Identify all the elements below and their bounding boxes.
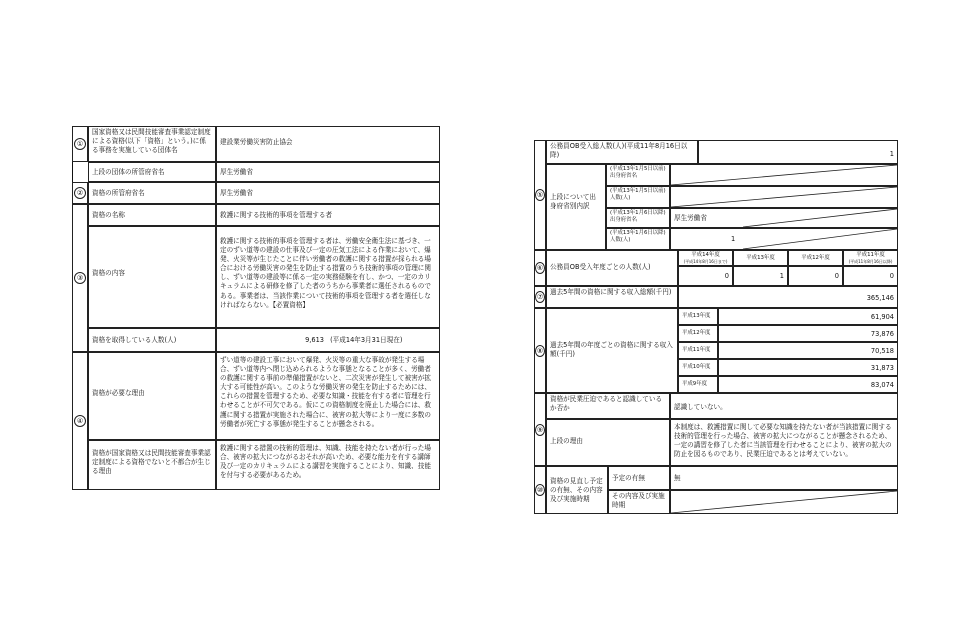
ob-post-count-value: 1 (731, 235, 736, 243)
ob-pre-count-label: (平成13年1月5日以前)人数(人) (606, 186, 670, 208)
ob-year-label: 平成13年度 (746, 255, 775, 261)
row-number-3: ③ (72, 204, 88, 352)
income-year-label: 平成11年度 (678, 342, 718, 359)
need-reason-label: 資格が必要な理由 (88, 352, 216, 440)
ob-yearly-label: 公務員OB受入年度ごとの人数(人) (546, 250, 678, 286)
holder-count-value-cell (216, 328, 440, 352)
row-number-10: ⑩ (534, 466, 546, 514)
org-name-value: 建設業労働災害防止協会 (216, 126, 440, 162)
left-form-page (72, 126, 440, 490)
competition-question-value: 認識していない。 (670, 393, 898, 419)
income-year-label: 平成9年度 (678, 376, 718, 393)
row-number-7: ⑦ (534, 286, 546, 308)
ob-post-count-label: (平成13年1月6日以降)人数(人) (606, 228, 670, 250)
license-content-value: 救護に関する技術的事項を管理する者は、労働安全衛生法に基づき、一定のずい道等の建設の仕事及び一定の圧気工法による作業において、爆発、火災等が生じたことに伴い労働者の救護に関する措置が採られる場合における労働災害の発生を防止する措置のうち技術的事項の管理に関し、ずい道等の建設等に係る一定の実務経験を有し、かつ、一定のカリキュラムによる研修を修了した者のうちから事業者に選任されるものである。事業者は、当該作業について技術的事項を管理する者を選任しなければならない。【必置資格】 (216, 226, 440, 328)
license-ministry-label: 資格の所管府省名 (88, 182, 216, 204)
income-total-label: 過去5年間の資格に関する収入総額(千円) (546, 286, 678, 308)
holder-count-label: 資格を取得している人数(人) (88, 328, 216, 352)
row-number-6: ⑥ (534, 250, 546, 286)
review-plan-exists-label: 予定の有無 (608, 466, 670, 490)
income-year-value: 61,904 (718, 308, 898, 325)
ob-total-value: 1 (698, 140, 898, 164)
row-number-5: ⑤ (534, 140, 546, 250)
ob-year-label: 平成12年度 (801, 255, 830, 261)
ob-year-value: 0 (788, 266, 843, 286)
ob-post-ministry-value-cell (670, 208, 898, 228)
income-year-label: 平成12年度 (678, 325, 718, 342)
ob-year-label: 平成14年度 (691, 252, 720, 258)
ob-year-label: 平成11年度 (856, 252, 885, 258)
empty-diagonal (671, 165, 897, 185)
license-name-value: 救護に関する技術的事項を管理する者 (216, 204, 440, 226)
competition-reason-label: 上段の理由 (546, 419, 670, 466)
ob-year-header (678, 250, 733, 266)
license-content-label: 資格の内容 (88, 226, 216, 328)
review-plan-exists-value: 無 (670, 466, 898, 490)
ob-year-header (788, 250, 843, 266)
income-year-value: 73,876 (718, 325, 898, 342)
national-reason-label: 資格が国家資格又は民間技能審査事業認定制度による資格でないと不都合が生じる理由 (88, 440, 216, 490)
empty-diagonal (671, 491, 897, 513)
ob-breakdown-label: 上段について出身府省別内訳 (546, 164, 606, 250)
income-total-value: 365,146 (678, 286, 898, 308)
ob-pre-ministry-value (670, 164, 898, 186)
org-ministry-label: 上段の団体の所管府省名 (88, 162, 216, 182)
ob-year-header (733, 250, 788, 266)
empty-diagonal (743, 229, 897, 249)
income-year-label: 平成10年度 (678, 359, 718, 376)
row-number-1: ① (72, 126, 88, 162)
income-year-label: 平成13年度 (678, 308, 718, 325)
row-number-2: ② (72, 182, 88, 204)
ob-post-count-value-cell (670, 228, 898, 250)
income-year-value: 70,518 (718, 342, 898, 359)
license-ministry-value: 厚生労働省 (216, 182, 440, 204)
need-reason-value: ずい道等の建設工事において爆発、火災等の重大な事故が発生する場合、ずい道等内へ閉じ込められるような事態となることが多く、労働者の救護に関する事前の準備措置がないと、二次災害が発生して被害が拡大する可能性が高い。このような労働災害の発生を防止するためには、これらの措置を管理するため、必要な知識・技能を有する者に管理を行わせることが不可欠である。仮にこの資格制度を廃止した場合には、救護に関する措置が実施された場合に、被害の拡大等により一度に多数の労働者が死亡する事態が発生することが懸念される。 (216, 352, 440, 440)
license-name-label: 資格の名称 (88, 204, 216, 226)
ob-pre-ministry-label: (平成13年1月5日以前)出身府省名 (606, 164, 670, 186)
empty-diagonal (743, 209, 897, 227)
ob-year-sublabel: (平成14年8月16日まで) (683, 258, 728, 264)
national-reason-value: 救護に関する措置の技術的管理は、知識、技能を持たない者が行った場合、被害の拡大につながるおそれが高いため、必要な能力を有する講師及び一定のカリキュラムによる講習を実施することにより、知識、技能を付与する必要があるため。 (216, 440, 440, 490)
right-form-page (534, 140, 898, 514)
review-plan-label: 資格の見直し予定の有無、その内容及び実施時期 (546, 466, 608, 514)
row-number-9: ⑨ (534, 393, 546, 466)
org-ministry-value: 厚生労働省 (216, 162, 440, 182)
review-plan-detail-value (670, 490, 898, 514)
competition-question-label: 資格が民業圧迫であると認識しているか否か (546, 393, 670, 419)
org-name-label: 国家資格又は民間技能審査事業認定制度による資格(以下「資格」という。)に係る事務を実施している団体名 (88, 126, 216, 162)
ob-post-ministry-value: 厚生労働省 (674, 214, 707, 222)
row-number-4: ④ (72, 352, 88, 490)
ob-year-value: 0 (843, 266, 898, 286)
holder-count-value: 9,613 (305, 336, 324, 344)
ob-year-value: 0 (678, 266, 733, 286)
review-plan-detail-label: その内容及び実施時期 (608, 490, 670, 514)
competition-reason-value: 本制度は、救護措置に関して必要な知識を持たない者が当該措置に関する技術的管理を行った場合、被害の拡大につながることが懸念されるため、一定の講習を修了した者に当該管理を行わせることにより、被害の拡大の防止を図るものであり、民業圧迫であるとは考えていない。 (670, 419, 898, 466)
income-yearly-label: 過去5年間の年度ごとの資格に関する収入額(千円) (546, 308, 678, 393)
ob-year-header (843, 250, 898, 266)
ob-pre-count-value (670, 186, 898, 208)
ob-year-value: 1 (733, 266, 788, 286)
row-number-8: ⑧ (534, 308, 546, 393)
empty-diagonal (671, 187, 897, 207)
ob-post-ministry-label: (平成13年1月6日以降)出身府省名 (606, 208, 670, 228)
income-year-value: 83,074 (718, 376, 898, 393)
income-year-value: 31,873 (718, 359, 898, 376)
ob-total-label: 公務員OB受入総人数(人)(平成11年8月16日以降) (546, 140, 698, 164)
holder-count-date: (平成14年3月31日現在) (330, 336, 403, 344)
ob-year-sublabel: (平成11年8月16日以降) (848, 258, 893, 264)
